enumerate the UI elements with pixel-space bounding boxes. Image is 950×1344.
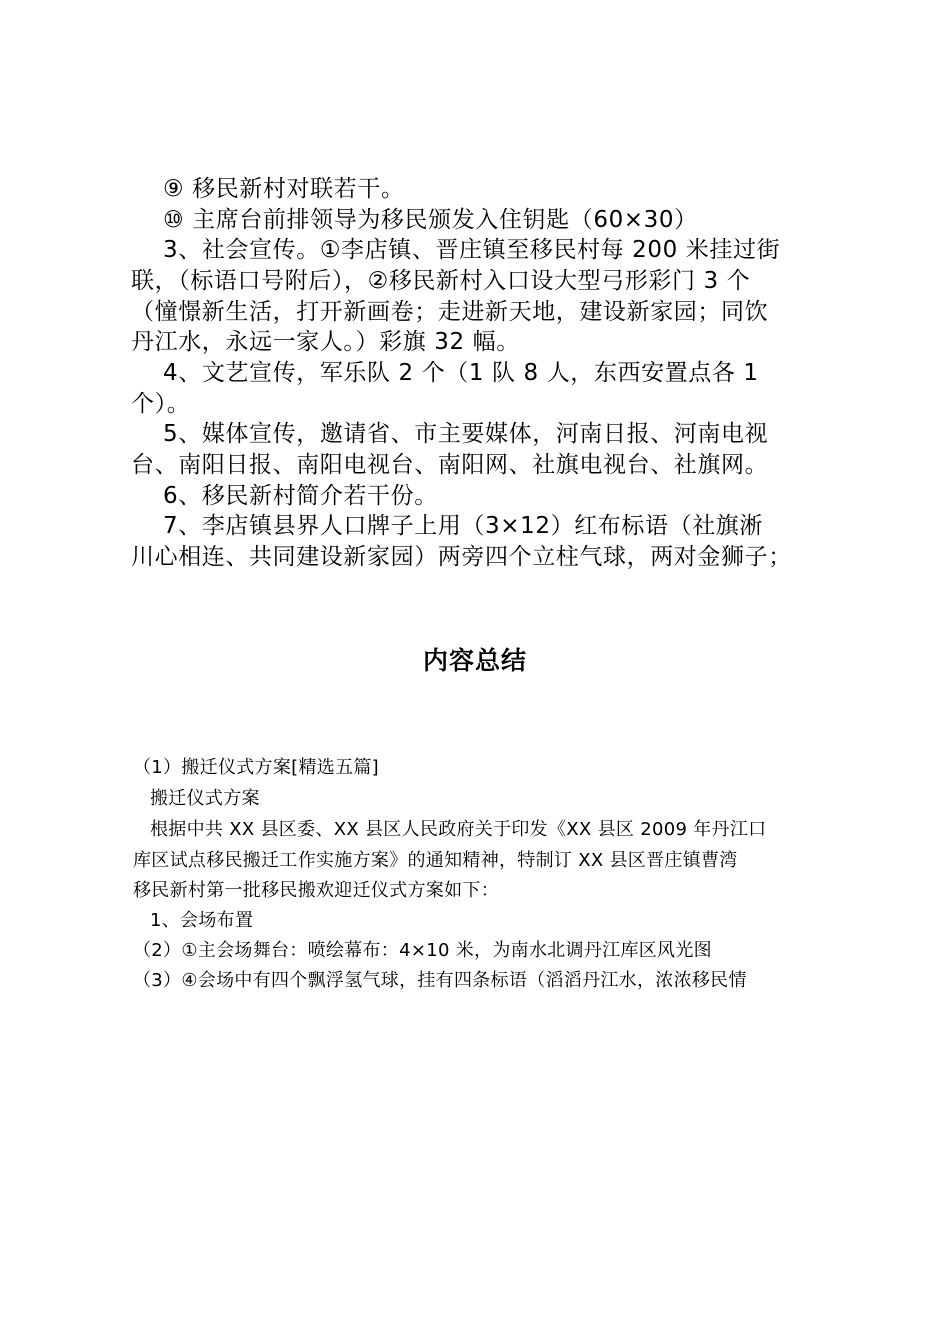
paragraph-line: 3、社会宣传。①李店镇、晋庄镇至移民村每 200 米挂过街 [163, 237, 781, 263]
paragraph-line: 5、媒体宣传，邀请省、市主要媒体，河南日报、河南电视 [163, 421, 769, 447]
paragraph-line: 6、移民新村简介若干份。 [163, 483, 438, 509]
summary-line: （1）搬迁仪式方案[精选五篇] [133, 757, 379, 778]
paragraph-line: 个）。 [131, 391, 191, 417]
paragraph-line: 川心相连、共同建设新家园）两旁四个立柱气球，两对金狮子； [131, 544, 792, 570]
list-item: ⑨ 移民新村对联若干。 [163, 176, 405, 202]
summary-line: （2）①主会场舞台：喷绘幕布：4×10 米，为南水北调丹江库区风光图 [133, 940, 712, 961]
paragraph-line: 台、南阳日报、南阳电视台、南阳网、社旗电视台、社旗网。 [131, 452, 769, 478]
paragraph-line: 联，（标语口号附后），②移民新村入口设大型弓形彩门 3 个 [131, 268, 751, 294]
summary-line: 移民新村第一批移民搬欢迎迁仪式方案如下： [133, 880, 499, 901]
summary-line: 1、会场布置 [150, 910, 254, 931]
summary-line: 搬迁仪式方案 [150, 788, 260, 809]
paragraph-line: 7、李店镇县界人口牌子上用（3×12）红布标语（社旗淅 [163, 513, 764, 539]
list-item: ⑩ 主席台前排领导为移民颁发入住钥匙（60×30） [163, 207, 698, 233]
paragraph-line: 丹江水，永远一家人。）彩旗 32 幅。 [131, 329, 520, 355]
section-title: 内容总结 [422, 646, 527, 675]
paragraph-line: （憧憬新生活，打开新画卷；走进新天地，建设新家园；同饮 [131, 299, 769, 325]
summary-line: 根据中共 XX 县区委、XX 县区人民政府关于印发《XX 县区 2009 年丹江口 [150, 819, 767, 840]
summary-line: 库区试点移民搬迁工作实施方案》的通知精神，特制订 XX 县区晋庄镇曹湾 [133, 850, 738, 871]
paragraph-line: 4、文艺宣传，军乐队 2 个（1 队 8 人，东西安置点各 1 [163, 360, 759, 386]
summary-line: （3）④会场中有四个飘浮氢气球，挂有四条标语（滔滔丹江水，浓浓移民情 [133, 970, 747, 991]
